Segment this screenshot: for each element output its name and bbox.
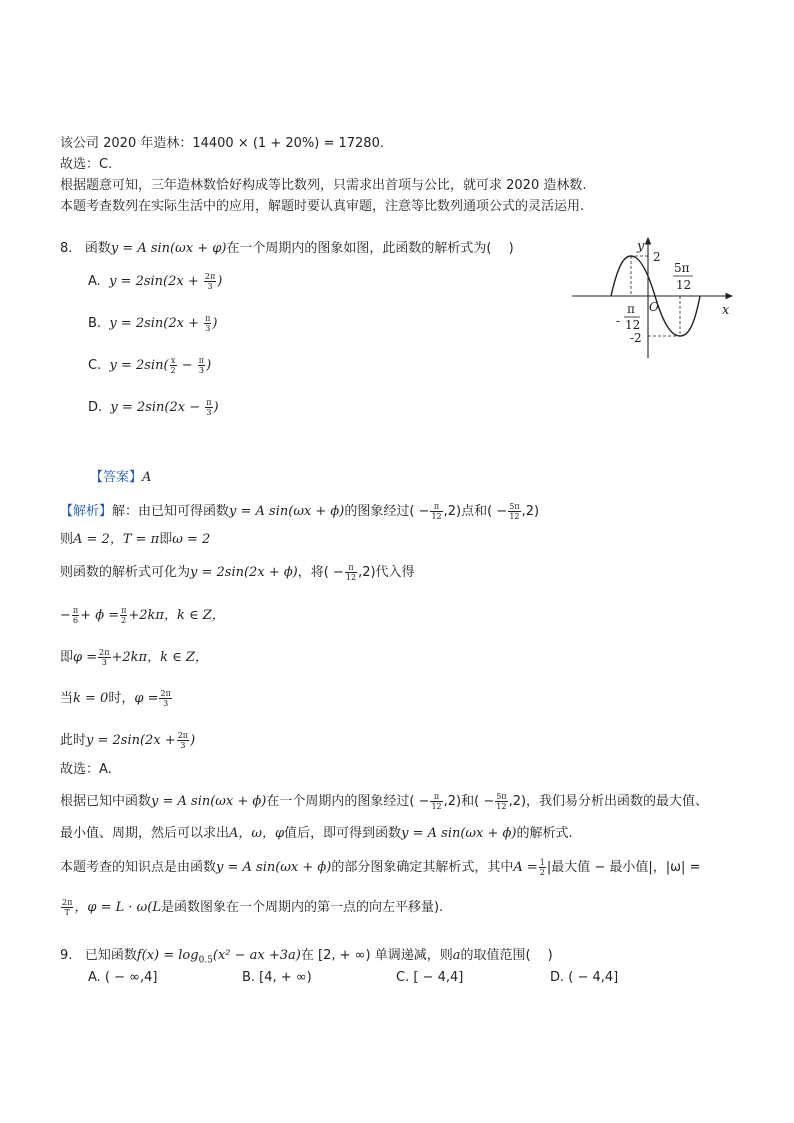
option-b[interactable]: B. y = 2sin(2x + $\frac{\pi}{3}$ ): [88, 314, 218, 333]
analysis-tag: 【解析】: [60, 504, 113, 519]
fraction: $\frac{\pi}{3}$: [206, 398, 212, 417]
option-c[interactable]: C. y = 2sin( $\frac{x}{2}$ − $\frac{\pi}{3}$ ): [88, 356, 212, 375]
analysis-line-11: 本题考查的知识点是由函数y = A sin(ωx + ϕ)的部分图象确定其解析式，其中A = $\frac{1}{2}$ |最大值 − 最小值|，|ω| =: [60, 858, 701, 877]
option-d[interactable]: D. y = 2sin(2x − $\frac{\pi}{3}$ ): [88, 398, 219, 417]
analysis-line-1: 【解析】解：由已知可得函数y = A sin(ωx + ϕ)的图象经过( − $\frac{\pi}{12}$ ,2)点和( − $\frac{5\pi}{12}$ ,2): [60, 502, 540, 521]
analysis-line-12: $\frac{2\pi}{T}$ ，φ = L · ω(L是函数图象在一个周期内的第一点的向左平移量).: [62, 898, 444, 917]
option-a[interactable]: A. y = 2sin(2x + $\frac{2\pi}{3}$ ): [88, 272, 223, 291]
stem-formula: y = A sin(ωx + φ): [110, 241, 227, 256]
y-axis-label: y: [637, 239, 645, 254]
analysis-line-3: 则函数的解析式可化为y = 2sin(2x + ϕ)，将( − $\frac{\pi}{12}$ ,2)代入得: [60, 563, 415, 582]
analysis-line-5: 即φ = $\frac{2\pi}{3}$ +2kπ，k ∈ Z，: [60, 648, 208, 667]
prev-line-1: 该公司 2020 年造林：14400 × (1 + 20%) = 17280.: [60, 136, 384, 151]
x-axis-label: x: [722, 303, 730, 318]
question-number: 9.: [60, 948, 73, 963]
fraction: $\frac{2\pi}{3}$: [204, 272, 216, 291]
q9-option-b[interactable]: B. [4, + ∞): [242, 970, 312, 985]
question-number: 8.: [60, 241, 73, 256]
analysis-line-8: 故选：A.: [60, 762, 112, 777]
option-formula: y = 2sin(2x −: [110, 400, 205, 415]
fraction: $\frac{x}{2}$: [170, 356, 176, 375]
sine-graph-figure: [566, 232, 746, 362]
stem-text-a: 函数: [84, 241, 111, 256]
answer-value: A: [142, 470, 152, 485]
prev-line-3: 根据题意可知，三年造林数恰好构成等比数列，只需求出首项与公比，就可求 2020 造林数.: [60, 178, 587, 193]
option-formula: y = 2sin(: [109, 358, 169, 373]
analysis-line-4: − $\frac{\pi}{6}$ + ϕ = $\frac{\pi}{2}$ +2kπ，k ∈ Z，: [60, 606, 225, 625]
analysis-line-6: 当k = 0时，φ = $\frac{2\pi}{3}$: [60, 689, 171, 708]
analysis-line-7: 此时y = 2sin(2x + $\frac{2\pi}{3}$ ): [60, 731, 196, 750]
answer-tag: 【答案】: [90, 470, 143, 485]
min-value-label: -2: [630, 331, 642, 345]
option-formula: y = 2sin(2x +: [109, 274, 203, 289]
max-value-label: 2: [653, 250, 661, 264]
prev-line-4: 本题考查数列在实际生活中的应用，解题时要认真审题，注意等比数列通项公式的灵活运用.: [60, 199, 585, 214]
stem-text-b: 在一个周期内的图象如图，此函数的解析式为( ): [226, 241, 514, 256]
question-8-stem: [60, 241, 514, 257]
left-tick-minus: -: [616, 314, 621, 328]
prev-line-2: 故选：C.: [60, 157, 113, 172]
left-tick-numerator: π: [627, 302, 635, 316]
option-label: C.: [88, 358, 102, 373]
analysis-line-9: 根据已知中函数y = A sin(ωx + ϕ)在一个周期内的图象经过( − $\frac{\pi}{12}$ ,2)和( − $\frac{5\pi}{12}$ ,2)，我们易分析出函数的最大值、: [60, 792, 709, 811]
origin-label: O: [649, 300, 659, 314]
q9-option-a[interactable]: A. ( − ∞,4]: [88, 970, 158, 985]
option-label: D.: [88, 400, 103, 415]
question-9-stem: 9. 已知函数$f(x) = \log_{0.5}(x^2$ − ax +3a)在 [2, + ∞) 单调递减，则a的取值范围( ): [60, 948, 553, 966]
answer-line: [90, 470, 151, 486]
right-tick-denominator: 12: [676, 278, 692, 292]
option-label: A.: [88, 274, 101, 289]
right-tick-numerator: 5π: [674, 261, 690, 275]
fraction: $\frac{\pi}{3}$: [205, 314, 211, 333]
left-tick-denominator: 12: [625, 318, 641, 332]
fraction: $\frac{\pi}{3}$: [198, 356, 205, 375]
option-formula: y = 2sin(2x +: [109, 316, 204, 331]
q9-option-d[interactable]: D. ( − 4,4]: [550, 970, 619, 985]
option-label: B.: [88, 316, 102, 331]
q9-option-c[interactable]: C. [ − 4,4]: [396, 970, 464, 985]
analysis-line-2: 则A = 2，T = π即ω = 2: [60, 532, 211, 547]
analysis-line-10: 最小值、周期，然后可以求出A，ω，φ值后，即可得到函数y = A sin(ωx + ϕ)的解析式.: [60, 826, 573, 841]
